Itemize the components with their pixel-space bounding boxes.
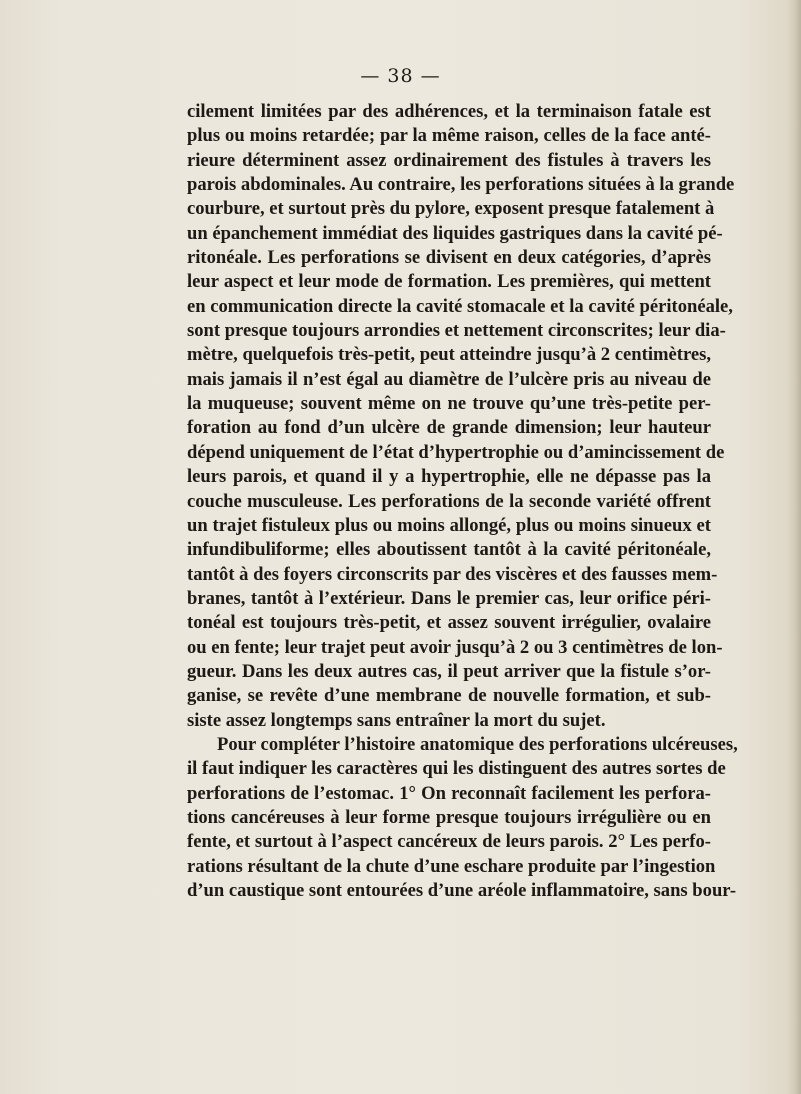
text-line: rations résultant de la chute d’une eschare produite par l’ingestion [187, 855, 716, 877]
page-edge-shadow [787, 0, 801, 1094]
text-line: Pour compléter l’histoire anatomique des perforations ulcéreuses, [217, 733, 738, 755]
text-line: un trajet fistuleux plus ou moins allongé, plus ou moins sinueux et [187, 514, 711, 536]
text-line: ou en fente; leur trajet peut avoir jusqu’à 2 ou 3 centimètres de lon- [187, 636, 723, 658]
text-line: mètre, quelquefois très-petit, peut atteindre jusqu’à 2 centimètres, [187, 344, 711, 366]
text-line: mais jamais il n’est égal au diamètre de l’ulcère pris au niveau de [187, 368, 711, 390]
text-line: un épanchement immédiat des liquides gastriques dans la cavité pé- [187, 222, 723, 244]
text-line: branes, tantôt à l’extérieur. Dans le premier cas, leur orifice péri- [187, 587, 711, 609]
text-line: cilement limitées par des adhérences, et la terminaison fatale est [187, 101, 711, 122]
text-line: fente, et surtout à l’aspect cancéreux de leurs parois. 2° Les perfo- [187, 831, 711, 853]
text-line: rieure déterminent assez ordinairement des fistules à travers les [187, 149, 711, 171]
text-line: la muqueuse; souvent même on ne trouve qu’une très-petite per- [187, 393, 711, 415]
page-number: — 38 — [360, 65, 441, 87]
text-line: couche musculeuse. Les perforations de la seconde variété offrent [187, 490, 711, 512]
text-line: leur aspect et leur mode de formation. Les premières, qui mettent [187, 271, 711, 293]
text-line: infundibuliforme; elles aboutissent tantôt à la cavité péritonéale, [187, 539, 711, 561]
text-line: en communication directe la cavité stomacale et la cavité péritonéale, [187, 295, 733, 317]
text-line: courbure, et surtout près du pylore, exposent presque fatalement à [187, 198, 715, 220]
text-line: tions cancéreuses à leur forme presque toujours irrégulière ou en [187, 806, 711, 828]
text-line: perforations de l’estomac. 1° On reconnaît facilement les perfora- [187, 782, 711, 804]
text-line: plus ou moins retardée; par la même raison, celles de la face anté- [187, 125, 711, 147]
text-line: il faut indiquer les caractères qui les distinguent des autres sortes de [187, 758, 726, 780]
body-text [187, 100, 738, 903]
text-line: foration au fond d’un ulcère de grande dimension; leur hauteur [187, 417, 711, 439]
text-line: leurs parois, et quand il y a hypertrophie, elle ne dépasse pas la [187, 466, 711, 488]
text-line: gueur. Dans les deux autres cas, il peut arriver que la fistule s’or- [187, 660, 711, 682]
text-line: ritonéale. Les perforations se divisent en deux catégories, d’après [187, 247, 711, 269]
text-line: ganise, se revête d’une membrane de nouvelle formation, et sub- [187, 685, 711, 707]
text-line: parois abdominales. Au contraire, les perforations situées à la grande [187, 174, 735, 196]
text-line: tonéal est toujours très-petit, et assez souvent irrégulier, ovalaire [187, 612, 711, 634]
text-line: tantôt à des foyers circonscrits par des viscères et des fausses mem- [187, 563, 718, 585]
text-line: sont presque toujours arrondies et nettement circonscrites; leur dia- [187, 320, 726, 342]
text-line: d’un caustique sont entourées d’une aréole inflammatoire, sans bour- [187, 880, 737, 901]
text-line: dépend uniquement de l’état d’hypertrophie ou d’amincissement de [187, 441, 725, 463]
text-line: siste assez longtemps sans entraîner la mort du sujet. [187, 709, 606, 731]
